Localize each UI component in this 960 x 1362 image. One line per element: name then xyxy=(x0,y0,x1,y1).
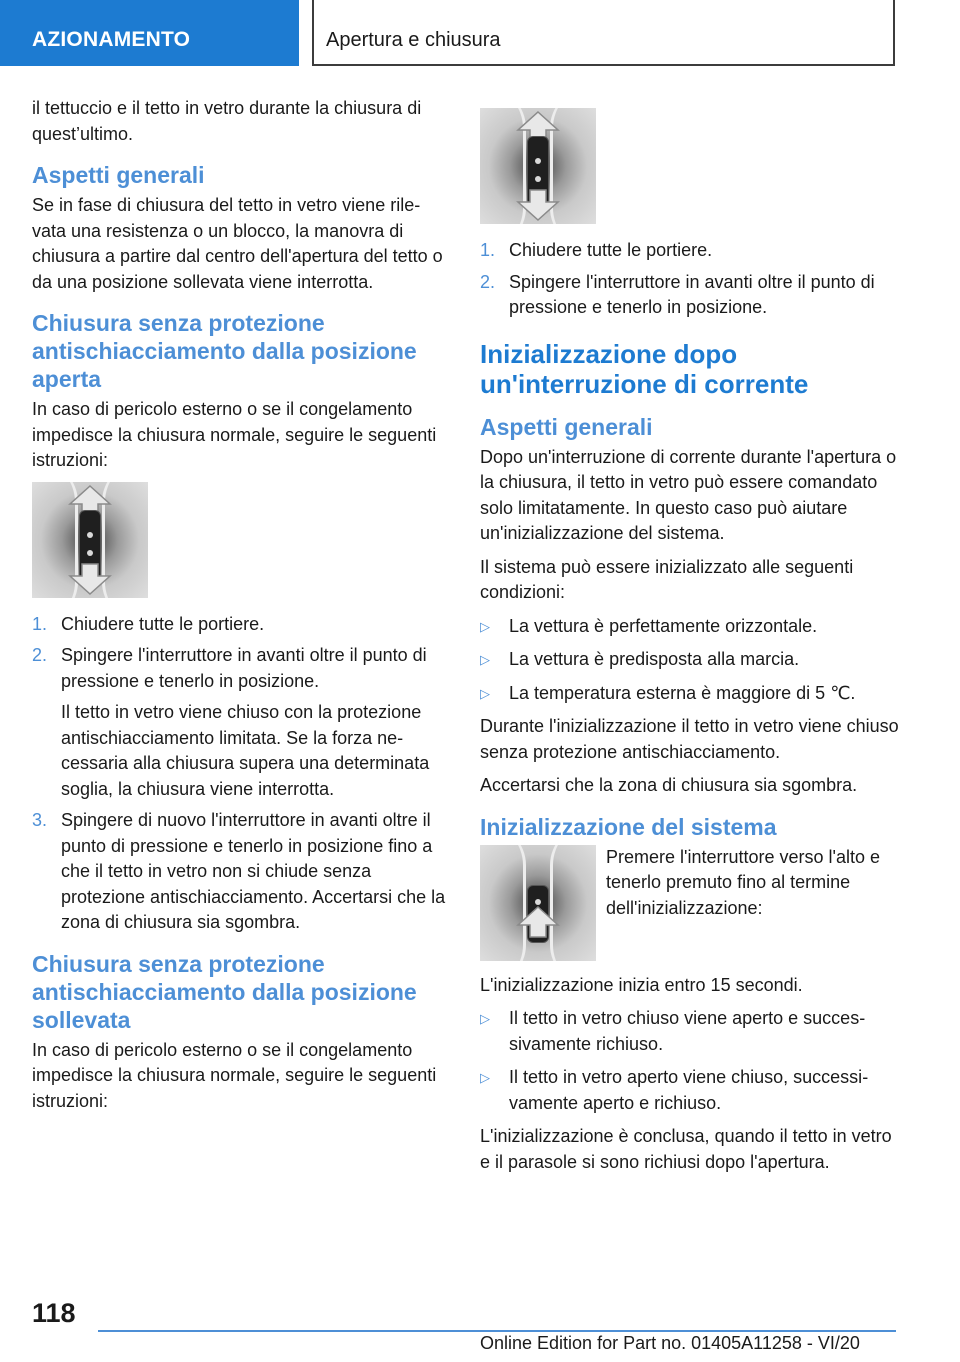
bullet-icon: ▷ xyxy=(480,618,490,634)
list-item: ▷ La vettura è perfettamente orizzontale. xyxy=(480,614,900,640)
roof-switch-image xyxy=(480,108,596,224)
roof-switch-image xyxy=(32,482,148,598)
list-item: 1. Chiudere tutte le portiere. xyxy=(480,240,713,260)
arrow-up-icon xyxy=(514,905,562,939)
roof-switch-image xyxy=(480,845,596,961)
paragraph-clear-zone: Accertarsi che la zona di chiusura sia sgombra. xyxy=(480,775,858,795)
list-item: 2. Spingere l'interruttore in avanti oltre il punto di pressione e tenerlo in posizione. xyxy=(480,271,875,317)
chapter-title: Apertura e chiusura xyxy=(326,29,501,51)
sequence-list xyxy=(480,1006,900,1116)
list-item: 1. Chiudere tutte le portiere. xyxy=(32,613,265,634)
paragraph-general-init: Dopo un'interruzione di corrente durante l'apertura o la chiusura, il tetto in vetro può essere comandato solo limitatamente. In questo caso può aiutare un'inizializzazione del sistema. xyxy=(480,446,897,543)
steps-list-open xyxy=(32,612,447,936)
paragraph-during: Durante l'inizializzazione il tetto in vetro viene chiuso senza protezione antischiacciamento. xyxy=(480,716,899,762)
list-item: ▷ Il tetto in vetro chiuso viene aperto e successivamente richiuso. xyxy=(480,1008,866,1054)
arrow-down-icon xyxy=(514,188,562,222)
list-item: ▷ La vettura è predisposta alla marcia. xyxy=(480,647,900,673)
heading-close-from-open: Chiusura senza protezione antischiacciamento dalla posizione aperta xyxy=(32,310,417,392)
steps-list-raised xyxy=(480,238,900,321)
heading-general-init: Aspetti generali xyxy=(480,413,653,440)
paragraph-conditions: Il sistema può essere inizializzato alle seguenti condizioni: xyxy=(480,556,854,602)
heading-init-after-power-loss: Inizializzazione dopo un'interruzione di corrente xyxy=(480,338,809,399)
bullet-icon: ▷ xyxy=(480,652,490,667)
footer-divider xyxy=(98,1330,896,1332)
paragraph-press-switch: Premere l'interruttore verso l'alto e tenerlo premuto fino al termine dell'inizializzazione: xyxy=(606,846,880,918)
heading-system-init: Inizializzazione del sistema xyxy=(480,813,777,840)
list-item: 3. Spingere di nuovo l'interruttore in avanti oltre il punto di pressione e tenerlo in posizione fino a che il tetto in vetro non si chiude senza protezione antischiacciamento. Accertarsi che la zona di chiusura sia sgombra. xyxy=(32,810,446,932)
right-column xyxy=(480,104,900,1183)
intro-paragraph: il tettuccio e il tetto in vetro durante la chiusura di quest’ultimo. xyxy=(32,98,422,144)
section-title: AZIONAMENTO xyxy=(32,28,191,51)
footer-edition: Online Edition for Part no. 01405A11258 - VI/20 xyxy=(480,1333,860,1353)
arrow-down-icon xyxy=(66,562,114,596)
init-instruction-block xyxy=(480,845,900,973)
paragraph-close-from-open: In caso di pericolo esterno o se il congelamento impedisce la chiusura normale, seguire le seguenti istruzioni: xyxy=(32,399,437,470)
paragraph-general: Se in fase di chiusura del tetto in vetro viene rilevata una resistenza o un blocco, la manovra di chiusura a partire dal centro dell'apertura del tetto o da una posizione sollevata viene interrotta. xyxy=(32,195,443,292)
bullet-icon: ▷ xyxy=(480,1011,490,1026)
section-tab xyxy=(0,0,299,66)
bullet-icon: ▷ xyxy=(480,1070,490,1085)
paragraph-close-from-raised: In caso di pericolo esterno o se il congelamento impedisce la chiusura normale, seguire le seguenti istruzioni: xyxy=(32,1039,437,1111)
list-item: ▷ Il tetto in vetro aperto viene chiuso, successivamente aperto e richiuso. xyxy=(480,1067,869,1113)
paragraph-init-starts: L'inizializzazione inizia entro 15 secondi. xyxy=(480,974,803,995)
heading-general: Aspetti generali xyxy=(32,162,205,188)
page-number: 118 xyxy=(32,1298,76,1328)
left-column xyxy=(32,96,447,1122)
list-item: ▷ La temperatura esterna è maggiore di 5 ℃. xyxy=(480,681,900,707)
chapter-tab xyxy=(312,0,895,66)
list-item: 2. Spingere l'interruttore in avanti oltre il punto di pressione e tenerlo in posizione. Il tetto in vetro viene chiuso con la protezione antischiacciamento limitata. Se la forza necessaria alla chiusura supera una determinata soglia, la chiusura viene interrotta. xyxy=(32,645,430,799)
heading-close-from-raised: Chiusura senza protezione antischiacciamento dalla posizione sollevata xyxy=(32,950,417,1033)
conditions-list xyxy=(480,614,900,707)
bullet-icon: ▷ xyxy=(480,685,490,701)
paragraph-init-done: L'inizializzazione è conclusa, quando il tetto in vetro e il parasole si sono richiusi dopo l'apertura. xyxy=(480,1126,892,1172)
